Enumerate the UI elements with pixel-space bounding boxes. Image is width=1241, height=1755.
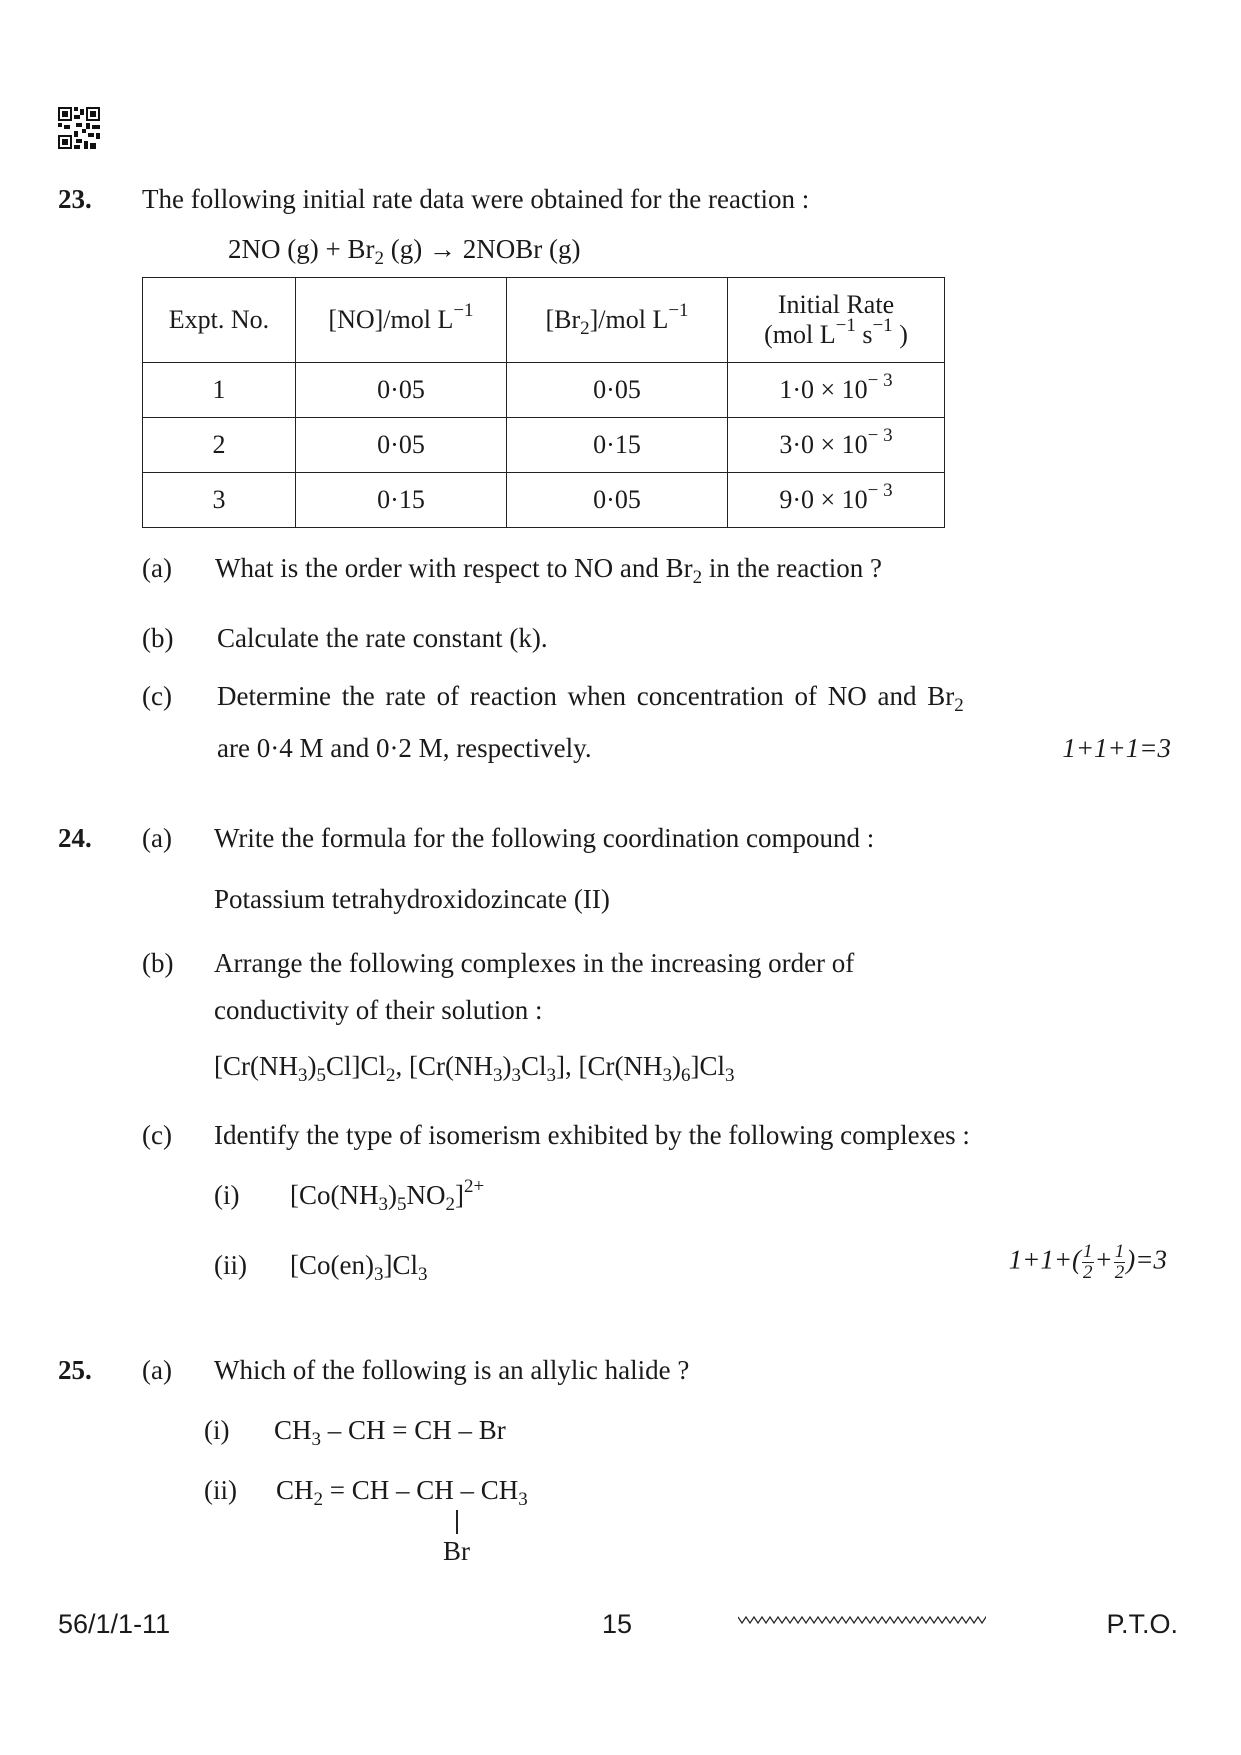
bromine-substituent: Br [443, 1536, 470, 1566]
column-header: [NO]/mol $L^{-1}$ [296, 278, 507, 363]
option-label: (i) [204, 1415, 230, 1445]
sub-question-text: are 0·4 M and 0·2 M, respectively. [217, 733, 592, 763]
table-cell: 0·05 [507, 363, 728, 418]
table-cell: 0·15 [507, 418, 728, 473]
column-header: Initial Rate (mol $L^{-1}$ $s^{-1}$ ) [728, 278, 945, 363]
option-label: (ii) [214, 1250, 247, 1280]
sub-question-label: (c) [142, 681, 172, 711]
sub-question-text: Identify the type of isomerism exhibited by the following complexes : [214, 1120, 970, 1150]
rate-data-table [142, 277, 945, 528]
table-cell: 0·05 [296, 363, 507, 418]
compound-name: Potassium tetrahydroxidozincate (II) [214, 884, 610, 914]
table-row [143, 473, 945, 528]
marks-allocation: 1+1+( $\frac{1}{2}$ + $\frac{1}{2}$ )=3 [1008, 1241, 1167, 1283]
sub-question-text: conductivity of their solution : [214, 995, 543, 1025]
table-cell: 3 [143, 473, 296, 528]
marks-allocation: 1+1+1=3 [1062, 733, 1171, 763]
sub-question-label: (a) [142, 823, 172, 853]
wavy-line-decoration [738, 1613, 986, 1627]
table-row [143, 363, 945, 418]
structural-formula: $CH_2$ = CH – CH – $CH_3$ [276, 1475, 528, 1510]
column-header: Expt. No. [143, 278, 296, 363]
sub-question-text: Arrange the following complexes in the increasing order of [214, 948, 855, 978]
sub-question-label: (c) [142, 1120, 172, 1150]
page-number: 15 [602, 1609, 633, 1639]
complex-formula: $[Co(NH_3)_5NO_2]^{2+}$ [290, 1176, 485, 1215]
column-header: $[Br_2]$/mol $L^{-1}$ [507, 278, 728, 363]
table-cell: $1\cdot 0 \times 10^{- 3}$ [728, 363, 945, 418]
table-cell: 0·15 [296, 473, 507, 528]
table-cell: 0·05 [507, 473, 728, 528]
question-number: 24. [58, 823, 92, 853]
sub-question-text: Write the formula for the following coordination compound : [214, 823, 875, 853]
table-cell: 0·05 [296, 418, 507, 473]
table-header-row [143, 278, 945, 363]
bond-line [456, 1510, 458, 1534]
question-number: 25. [58, 1355, 92, 1385]
table-cell: $9\cdot 0 \times 10^{- 3}$ [728, 473, 945, 528]
table-row [143, 418, 945, 473]
option-label: (ii) [204, 1475, 237, 1505]
sub-question-text: What is the order with respect to NO and $Br_2$ in the reaction ? [215, 553, 883, 588]
complex-formula: $[Co(en)_3]Cl_3$ [290, 1250, 428, 1285]
sub-question-label: (b) [142, 948, 174, 978]
table-cell: $3\cdot 0 \times 10^{- 3}$ [728, 418, 945, 473]
sub-question-text: Which of the following is an allylic halide ? [214, 1355, 690, 1385]
sub-question-text: Determine the rate of reaction when concentration of NO and $Br_2$ [217, 681, 964, 716]
sub-question-label: (a) [142, 553, 172, 583]
question-stem: The following initial rate data were obtained for the reaction : [142, 184, 810, 214]
qr-code-icon [58, 107, 100, 149]
sub-question-text: Calculate the rate constant (k). [217, 623, 548, 653]
option-label: (i) [214, 1180, 240, 1210]
paper-code: 56/1/1-11 [58, 1609, 171, 1639]
table-cell: 1 [143, 363, 296, 418]
sub-question-label: (b) [142, 623, 174, 653]
sub-question-label: (a) [142, 1355, 172, 1385]
page-turn-marker: P.T.O. [1106, 1609, 1178, 1639]
complex-list: $[Cr(NH_3)_5Cl]Cl_2$, $[Cr(NH_3)_3Cl_3]$, $[Cr(NH_3)_6]Cl_3$ [214, 1051, 735, 1086]
reaction-equation: 2NO $(g) + Br_2$ (g) → 2NOBr (g) [228, 234, 581, 269]
structural-formula: $CH_3$ – CH = CH – Br [274, 1415, 506, 1450]
table-cell: 2 [143, 418, 296, 473]
question-number: 23. [58, 184, 92, 214]
